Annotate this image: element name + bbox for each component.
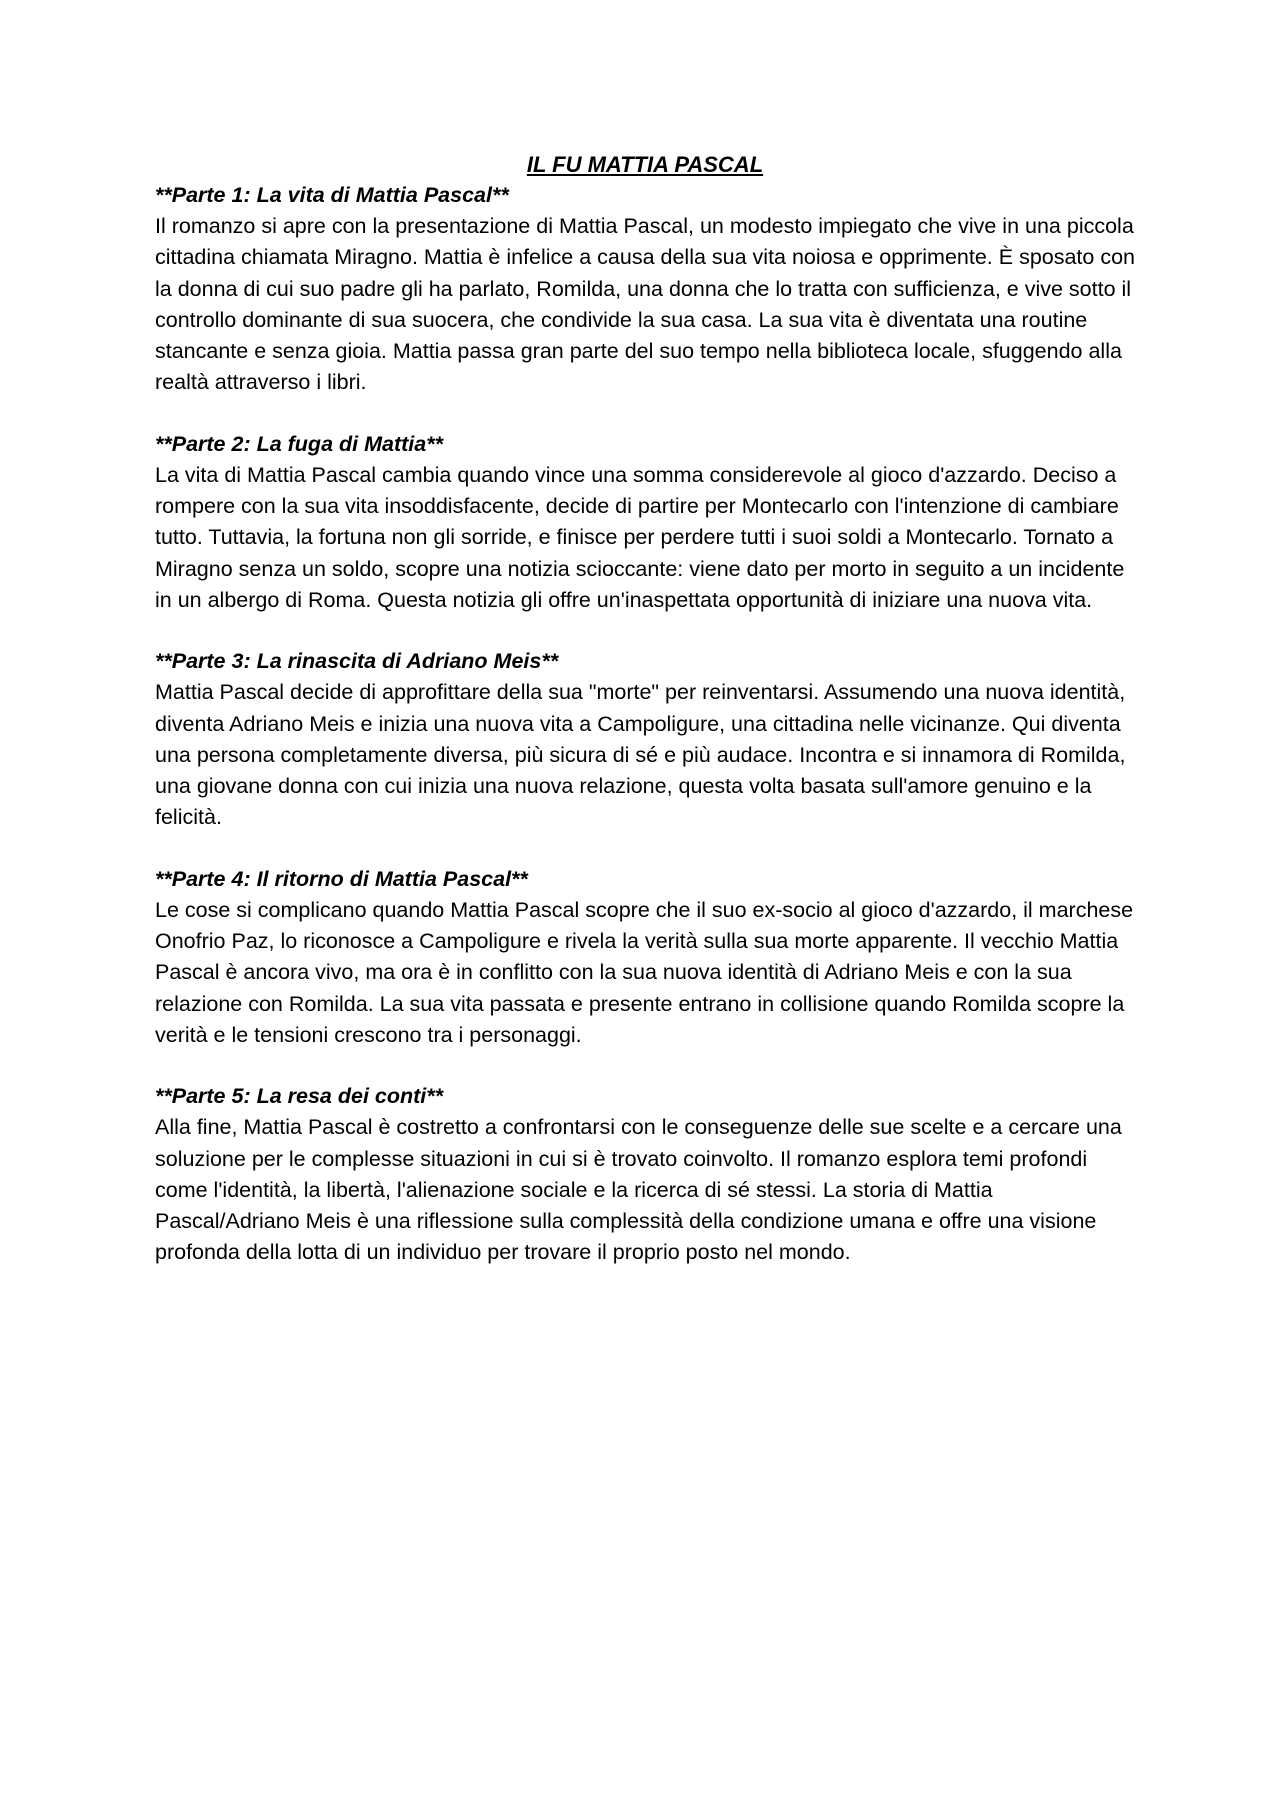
section-paragraph: La vita di Mattia Pascal cambia quando vince una somma considerevole al gioco d'azzardo. Deciso a rompere con la sua vita insoddisfacente, decide di partire per Montecarlo con l'intenzione di cambiare tutto. Tuttavia, la fortuna non gli sorride, e finisce per perdere tutti i suoi soldi a Montecarlo. Tornato a Miragno senza un soldo, scopre una notizia scioccante: viene dato per morto in seguito a un incidente in un albergo di Roma. Questa notizia gli offre un'inaspettata opportunità di iniziare una nuova vita. (155, 462, 1125, 612)
section-paragraph: Le cose si complicano quando Mattia Pascal scopre che il suo ex-socio al gioco d'azzardo, il marchese Onofrio Paz, lo riconosce a Campoligure e rivela la verità sulla sua morte apparente. Il vecchio Mattia Pascal è ancora vivo, ma ora è in conflitto con la sua nuova identità di Adriano Meis e con la sua relazione con Romilda. La sua vita passata e presente entrano in collisione quando Romilda scopre la verità e le tensioni crescono tra i personaggi. (155, 897, 1134, 1047)
section-parte-1 (155, 180, 1135, 399)
document-title: IL FU MATTIA PASCAL (526, 152, 764, 177)
section-heading: **Parte 5: La resa dei conti** (155, 1084, 443, 1109)
section-paragraph: Mattia Pascal decide di approfittare della sua "morte" per reinventarsi. Assumendo una nuova identità, diventa Adriano Meis e inizia una nuova vita a Campoligure, una cittadina nelle vicinanze. Qui diventa una persona completamente diversa, più sicura di sé e più audace. Incontra e si innamora di Romilda, una giovane donna con cui inizia una nuova relazione, questa volta basata sull'amore genuino e la felicità. (155, 680, 1126, 830)
section-heading: **Parte 3: La rinascita di Adriano Meis** (155, 649, 559, 674)
section-parte-4 (155, 864, 1135, 1051)
section-heading: **Parte 2: La fuga di Mattia** (155, 431, 443, 456)
section-parte-5 (155, 1081, 1135, 1268)
section-parte-3 (155, 646, 1135, 833)
document-page (155, 150, 1135, 1299)
section-paragraph: Il romanzo si apre con la presentazione di Mattia Pascal, un modesto impiegato che vive in una piccola cittadina chiamata Miragno. Mattia è infelice a causa della sua vita noiosa e opprimente. È sposato con la donna di cui suo padre gli ha parlato, Romilda, una donna che lo tratta con sufficienza, e vive sotto il controllo dominante di sua suocera, che condivide la sua casa. La sua vita è diventata una routine stancante e senza gioia. Mattia passa gran parte del suo tempo nella biblioteca locale, sfuggendo alla realtà attraverso i libri. (155, 214, 1136, 395)
section-paragraph: Alla fine, Mattia Pascal è costretto a confrontarsi con le conseguenze delle sue scelte e a cercare una soluzione per le complesse situazioni in cui si è trovato coinvolto. Il romanzo esplora temi profondi come l'identità, la libertà, l'alienazione sociale e la ricerca di sé stessi. La storia di Mattia Pascal/Adriano Meis è una riflessione sulla complessità della condizione umana e offre una visione profonda della lotta di un individuo per trovare il proprio posto nel mondo. (155, 1115, 1122, 1265)
section-heading: **Parte 4: Il ritorno di Mattia Pascal** (155, 866, 528, 891)
section-heading: **Parte 1: La vita di Mattia Pascal** (155, 183, 509, 207)
section-parte-2 (155, 429, 1135, 616)
